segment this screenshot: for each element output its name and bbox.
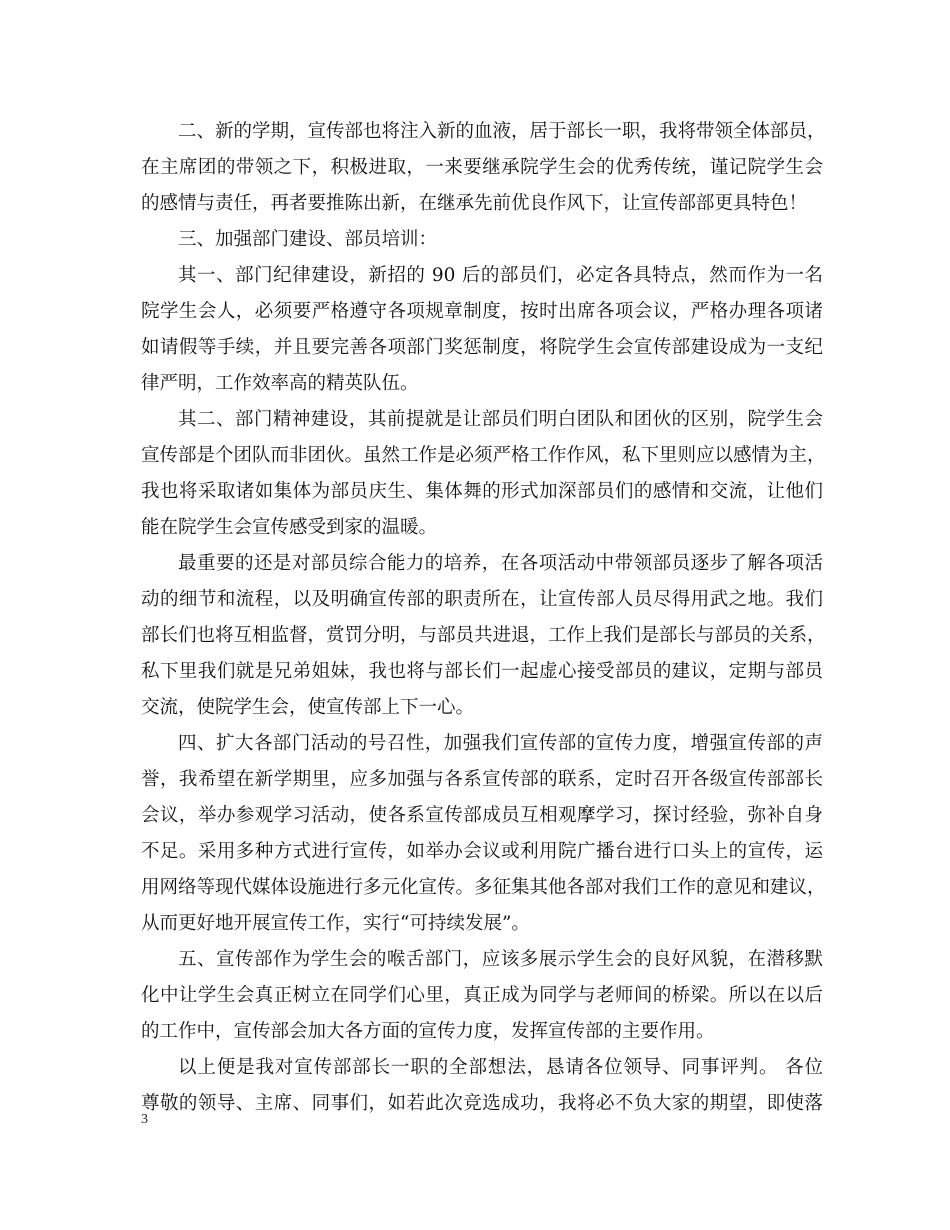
text-line: 律严明，工作效率高的精英队伍。 [141, 373, 419, 394]
text-line: 不足。采用多种方式进行宣传，如举办会议或利用院广播台进行口头上的宣传，运 [141, 841, 823, 862]
text-line: 私下里我们就是兄弟姐妹，我也将与部长们一起虚心接受部员的建议，定期与部员 [141, 661, 823, 682]
text-line: 四、扩大各部门活动的号召性，加强我们宣传部的宣传力度，增强宣传部的声 [178, 733, 823, 754]
text-line: 其一、部门纪律建设，新招的 90 后的部员们，必定各具特点，然而作为一名 [178, 265, 823, 286]
text-line: 交流，使院学生会，使宣传部上下一心。 [141, 697, 475, 718]
text-line: 化中让学生会真正树立在同学们心里，真正成为同学与老师间的桥梁。所以在以后 [141, 985, 823, 1006]
text-line: 其二、部门精神建设，其前提就是让部员们明白团队和团伙的区别，院学生会 [178, 409, 823, 430]
text-line: 的感情与责任，再者要推陈出新，在继承先前优良作风下，让宣传部部更具特色！ [141, 193, 808, 214]
text-line: 宣传部是个团队而非团伙。虽然工作是必须严格工作作风，私下里则应以感情为主， [141, 445, 826, 466]
document-body [141, 114, 826, 1122]
text-line: 部长们也将互相监督，赏罚分明，与部员共进退，工作上我们是部长与部员的关系， [141, 625, 826, 646]
text-line: 的工作中，宣传部会加大各方面的宣传力度，发挥宣传部的主要作用。 [141, 1021, 715, 1042]
text-line: 最重要的还是对部员综合能力的培养，在各项活动中带领部员逐步了解各项活 [178, 553, 823, 574]
text-line: 我也将采取诸如集体为部员庆生、集体舞的形式加深部员们的感情和交流，让他们 [141, 481, 823, 502]
text-line: 二、新的学期，宣传部也将注入新的血液，居于部长一职，我将带领全体部员， [178, 121, 826, 142]
text-line: 院学生会人，必须要严格遵守各项规章制度，按时出席各项会议，严格办理各项诸 [141, 301, 823, 322]
text-line: 以上便是我对宣传部部长一职的全部想法，恳请各位领导、同事评判。 各位 [178, 1057, 823, 1078]
text-line: 尊敬的领导、主席、同事们，如若此次竞选成功，我将必不负大家的期望，即使落 [141, 1093, 823, 1114]
text-line: 动的细节和流程，以及明确宣传部的职责所在，让宣传部人员尽得用武之地。我们 [141, 589, 823, 610]
text-line: 如请假等手续，并且要完善各项部门奖惩制度，将院学生会宣传部建设成为一支纪 [141, 337, 823, 358]
text-line: 会议，举办参观学习活动，使各系宣传部成员互相观摩学习，探讨经验，弥补自身 [141, 805, 823, 826]
text-line: 能在院学生会宣传感受到家的温暖。 [141, 517, 438, 538]
text-line: 在主席团的带领之下，积极进取，一来要继承院学生会的优秀传统，谨记院学生会 [141, 157, 823, 178]
text-line: 三、加强部门建设、部员培训： [178, 229, 438, 250]
text-line: 用网络等现代媒体设施进行多元化宣传。多征集其他各部对我们工作的意见和建议， [141, 877, 826, 898]
text-line: 誉，我希望在新学期里，应多加强与各系宣传部的联系，定时召开各级宣传部部长 [141, 769, 823, 790]
page-number: 3 [141, 1112, 148, 1127]
text-line: 从而更好地开展宣传工作，实行“可持续发展”。 [141, 913, 530, 934]
text-line: 五、宣传部作为学生会的喉舌部门，应该多展示学生会的良好风貌，在潜移默 [178, 949, 823, 970]
